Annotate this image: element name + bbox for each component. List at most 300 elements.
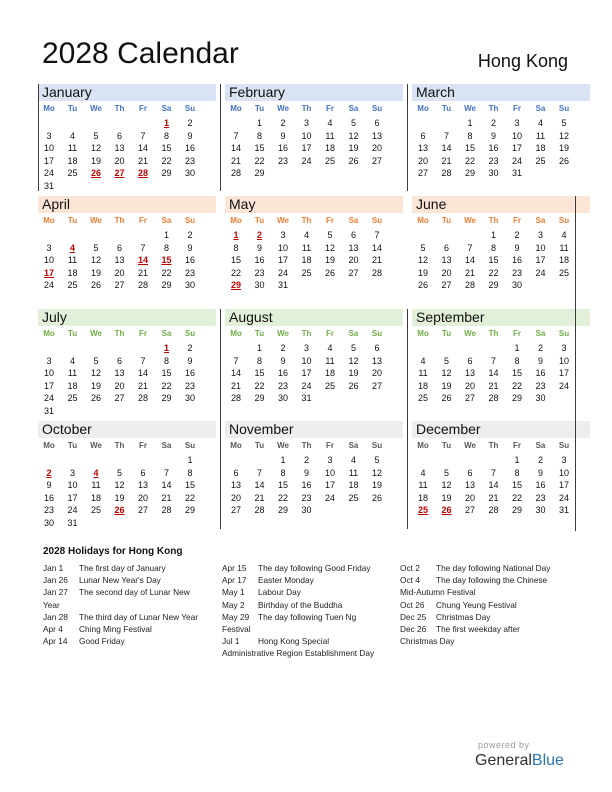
day-cell: 30 bbox=[511, 280, 522, 291]
day-cell: 21 bbox=[441, 155, 452, 166]
holiday-name: Ching Ming Festival bbox=[79, 624, 152, 635]
day-cell: 9 bbox=[256, 242, 262, 253]
day-cell: 2 bbox=[537, 343, 543, 353]
day-cell: 9 bbox=[280, 130, 286, 141]
day-cell: 15 bbox=[161, 368, 172, 379]
day-cell: 22 bbox=[511, 380, 522, 391]
day-cell: 22 bbox=[254, 155, 265, 166]
day-cell: 20 bbox=[464, 492, 475, 503]
day-cell: 18 bbox=[417, 380, 428, 391]
holiday-date: 27 bbox=[114, 168, 125, 179]
holiday-name: The day following Tuen Ng bbox=[258, 611, 357, 622]
day-cell: 13 bbox=[371, 130, 382, 141]
day-cell: 10 bbox=[324, 467, 335, 478]
day-cell: 18 bbox=[90, 492, 101, 503]
day-cell: 18 bbox=[67, 155, 78, 166]
day-cell: 8 bbox=[490, 242, 496, 253]
weekday-header: Tu bbox=[254, 104, 265, 113]
day-cell: 21 bbox=[464, 267, 475, 278]
day-cell: 31 bbox=[43, 406, 54, 416]
day-cell: 4 bbox=[420, 467, 426, 478]
day-cell: 14 bbox=[137, 143, 148, 154]
weekday-header: We bbox=[90, 441, 102, 450]
weekday-header: Su bbox=[371, 441, 383, 450]
day-cell: 5 bbox=[93, 130, 99, 141]
holiday-name: The day following Good Friday bbox=[258, 563, 371, 573]
day-cell: 7 bbox=[374, 230, 380, 240]
weekday-header: Mo bbox=[230, 216, 242, 225]
day-cell: 10 bbox=[43, 143, 54, 154]
day-cell: 18 bbox=[417, 492, 428, 503]
month-december bbox=[412, 421, 590, 533]
day-cell: 12 bbox=[90, 368, 101, 379]
day-cell: 23 bbox=[511, 267, 522, 278]
weekday-header: Sa bbox=[348, 329, 359, 338]
holiday-name: Hong Kong Special bbox=[258, 636, 330, 647]
day-cell: 7 bbox=[490, 467, 496, 478]
day-cell: 16 bbox=[301, 480, 312, 491]
day-cell: 11 bbox=[559, 242, 569, 253]
day-cell: 25 bbox=[417, 393, 428, 404]
weekday-header: We bbox=[464, 441, 476, 450]
day-cell: 12 bbox=[348, 355, 359, 366]
day-cell: 13 bbox=[464, 368, 475, 379]
day-cell: 21 bbox=[137, 267, 148, 278]
day-cell: 18 bbox=[348, 480, 359, 491]
day-cell: 14 bbox=[137, 368, 148, 379]
day-cell: 5 bbox=[350, 343, 356, 353]
day-cell: 15 bbox=[184, 480, 195, 491]
day-cell: 1 bbox=[490, 230, 496, 240]
day-cell: 20 bbox=[114, 267, 125, 278]
day-cell: 13 bbox=[114, 143, 125, 154]
grid-divider bbox=[220, 84, 221, 191]
holiday-name: Christmas Day bbox=[436, 611, 491, 622]
day-cell: 22 bbox=[161, 380, 172, 391]
holiday-name: Mid-Autumn Festival bbox=[400, 587, 476, 598]
day-cell: 2 bbox=[303, 455, 309, 465]
day-cell: 16 bbox=[277, 143, 288, 154]
day-cell: 23 bbox=[488, 155, 499, 166]
holiday-date: 29 bbox=[230, 280, 241, 291]
weekday-header: Mo bbox=[43, 104, 55, 113]
holiday-name: The day following the Chinese bbox=[436, 575, 548, 586]
day-cell: 24 bbox=[67, 505, 78, 516]
day-cell: 12 bbox=[441, 480, 452, 491]
holiday-column-3 bbox=[400, 562, 576, 647]
holiday-date: 1 bbox=[233, 230, 239, 240]
day-cell: 19 bbox=[558, 143, 569, 154]
holiday-name: Lunar New Year's Day bbox=[79, 575, 161, 586]
holiday-item bbox=[43, 586, 219, 598]
day-cell: 9 bbox=[537, 467, 543, 478]
holiday-item bbox=[222, 611, 398, 623]
day-cell: 29 bbox=[254, 168, 265, 179]
day-cell: 19 bbox=[348, 368, 359, 379]
holiday-date-label: Oct 4 bbox=[400, 575, 420, 586]
holiday-item bbox=[222, 562, 398, 574]
day-cell: 2 bbox=[187, 118, 193, 128]
day-cell: 14 bbox=[488, 480, 499, 491]
day-cell: 19 bbox=[371, 480, 382, 491]
day-cell: 24 bbox=[324, 492, 335, 503]
day-cell: 18 bbox=[301, 255, 312, 266]
day-cell: 27 bbox=[230, 505, 241, 516]
day-cell: 15 bbox=[254, 368, 265, 379]
weekday-header: Th bbox=[114, 441, 125, 450]
day-cell: 23 bbox=[535, 492, 546, 503]
day-cell: 8 bbox=[256, 355, 262, 366]
weekday-header: Su bbox=[558, 329, 570, 338]
holiday-date-label: May 1 bbox=[222, 587, 245, 598]
day-cell: 22 bbox=[277, 492, 288, 503]
day-cell: 27 bbox=[114, 280, 125, 291]
day-cell: 9 bbox=[514, 242, 520, 253]
day-cell: 25 bbox=[324, 380, 335, 391]
country-label: Hong Kong bbox=[477, 51, 568, 71]
day-cell: 26 bbox=[90, 280, 101, 291]
day-cell: 13 bbox=[348, 242, 359, 253]
day-cell: 14 bbox=[230, 368, 241, 379]
holiday-date: 25 bbox=[417, 505, 428, 516]
day-cell: 7 bbox=[443, 130, 449, 141]
day-cell: 21 bbox=[488, 492, 499, 503]
weekday-header: Th bbox=[301, 216, 312, 225]
day-cell: 21 bbox=[137, 155, 148, 166]
powered-by-label: powered by bbox=[478, 740, 530, 750]
day-cell: 27 bbox=[464, 505, 475, 516]
holiday-date: 2 bbox=[256, 230, 262, 240]
day-cell: 30 bbox=[254, 280, 265, 291]
day-cell: 11 bbox=[325, 130, 335, 141]
day-cell: 17 bbox=[301, 368, 312, 379]
day-cell: 11 bbox=[91, 480, 101, 491]
holiday-item bbox=[43, 611, 219, 623]
weekday-header: Tu bbox=[67, 216, 78, 225]
day-cell: 4 bbox=[561, 230, 567, 240]
day-cell: 23 bbox=[184, 267, 195, 278]
holiday-date: 2 bbox=[46, 467, 52, 478]
day-cell: 9 bbox=[187, 242, 193, 253]
day-cell: 1 bbox=[514, 343, 520, 353]
day-cell: 19 bbox=[90, 155, 101, 166]
month-january bbox=[38, 84, 216, 196]
day-cell: 24 bbox=[301, 380, 312, 391]
day-cell: 3 bbox=[327, 455, 333, 465]
month-november bbox=[225, 421, 403, 533]
day-cell: 17 bbox=[43, 380, 54, 391]
day-cell: 17 bbox=[535, 255, 546, 266]
weekday-header: Th bbox=[114, 216, 125, 225]
day-cell: 15 bbox=[277, 480, 288, 491]
weekday-header: Tu bbox=[67, 441, 78, 450]
day-cell: 30 bbox=[535, 393, 546, 404]
holiday-column-2 bbox=[222, 562, 398, 660]
day-cell: 11 bbox=[348, 467, 359, 478]
month-name: August bbox=[225, 309, 403, 326]
day-cell: 6 bbox=[233, 467, 239, 478]
month-august bbox=[225, 309, 403, 421]
day-cell: 21 bbox=[371, 255, 382, 266]
day-cell: 29 bbox=[511, 505, 522, 516]
weekday-header: We bbox=[464, 104, 476, 113]
day-cell: 1 bbox=[256, 343, 262, 353]
day-cell: 26 bbox=[348, 155, 359, 166]
weekday-header: Th bbox=[488, 104, 499, 113]
day-cell: 28 bbox=[488, 393, 499, 404]
holiday-date-label: Jan 27 bbox=[43, 587, 68, 598]
day-cell: 13 bbox=[371, 355, 382, 366]
day-cell: 25 bbox=[67, 393, 78, 404]
day-cell: 16 bbox=[184, 143, 195, 154]
month-name: December bbox=[412, 421, 590, 438]
weekday-header: Fr bbox=[513, 104, 521, 113]
month-name: July bbox=[38, 309, 216, 326]
day-cell: 11 bbox=[67, 255, 78, 266]
day-cell: 9 bbox=[280, 355, 286, 366]
day-cell: 26 bbox=[371, 492, 382, 503]
day-cell: 10 bbox=[43, 368, 54, 379]
day-cell: 16 bbox=[535, 368, 546, 379]
grid-divider bbox=[407, 309, 408, 529]
holiday-date: 28 bbox=[137, 168, 148, 179]
day-cell: 3 bbox=[514, 118, 520, 128]
holiday-date-label: Apr 4 bbox=[43, 624, 63, 635]
day-cell: 8 bbox=[163, 242, 169, 253]
day-cell: 6 bbox=[467, 355, 473, 366]
day-cell: 1 bbox=[163, 230, 169, 240]
day-cell: 8 bbox=[163, 130, 169, 141]
day-cell: 23 bbox=[184, 155, 195, 166]
day-cell: 26 bbox=[348, 380, 359, 391]
day-cell: 12 bbox=[417, 255, 428, 266]
holiday-item bbox=[222, 586, 398, 598]
holiday-name: Good Friday bbox=[79, 636, 125, 647]
day-cell: 5 bbox=[443, 355, 449, 366]
holiday-name: Chung Yeung Festival bbox=[436, 599, 517, 610]
day-cell: 13 bbox=[114, 368, 125, 379]
day-cell: 1 bbox=[514, 455, 520, 465]
month-name: November bbox=[225, 421, 403, 438]
day-cell: 18 bbox=[535, 143, 546, 154]
holiday-date: 15 bbox=[161, 255, 172, 266]
day-cell: 14 bbox=[254, 480, 265, 491]
day-cell: 15 bbox=[254, 143, 265, 154]
day-cell: 4 bbox=[420, 355, 426, 366]
day-cell: 7 bbox=[233, 355, 239, 366]
day-cell: 27 bbox=[114, 393, 125, 404]
day-cell: 9 bbox=[187, 355, 193, 366]
weekday-header: Fr bbox=[326, 329, 334, 338]
day-cell: 25 bbox=[558, 267, 569, 278]
month-name: February bbox=[225, 84, 403, 101]
day-cell: 18 bbox=[67, 267, 78, 278]
weekday-header: Mo bbox=[417, 441, 429, 450]
day-cell: 28 bbox=[441, 168, 452, 179]
weekday-header: Mo bbox=[417, 104, 429, 113]
day-cell: 8 bbox=[280, 467, 286, 478]
weekday-header: Sa bbox=[348, 441, 359, 450]
day-cell: 8 bbox=[187, 467, 193, 478]
day-cell: 30 bbox=[277, 393, 288, 404]
month-name: April bbox=[38, 196, 216, 213]
day-cell: 24 bbox=[535, 267, 546, 278]
weekday-header: Th bbox=[301, 441, 312, 450]
day-cell: 20 bbox=[114, 380, 125, 391]
day-cell: 2 bbox=[187, 230, 193, 240]
weekday-header: We bbox=[277, 441, 289, 450]
month-name: September bbox=[412, 309, 590, 326]
day-cell: 18 bbox=[558, 255, 569, 266]
day-cell: 17 bbox=[558, 368, 569, 379]
day-cell: 17 bbox=[558, 480, 569, 491]
weekday-header: Th bbox=[301, 329, 312, 338]
day-cell: 23 bbox=[535, 380, 546, 391]
day-cell: 22 bbox=[511, 492, 522, 503]
day-cell: 4 bbox=[303, 230, 309, 240]
holiday-date: 17 bbox=[43, 267, 54, 278]
day-cell: 6 bbox=[350, 230, 356, 240]
day-cell: 20 bbox=[417, 155, 428, 166]
day-cell: 22 bbox=[161, 267, 172, 278]
holiday-date-label: Dec 26 bbox=[400, 624, 427, 635]
day-cell: 10 bbox=[535, 242, 546, 253]
grid-divider bbox=[220, 309, 221, 529]
weekday-header: Su bbox=[184, 441, 196, 450]
day-cell: 21 bbox=[488, 380, 499, 391]
weekday-header: Sa bbox=[161, 329, 172, 338]
day-cell: 5 bbox=[420, 242, 426, 253]
day-cell: 22 bbox=[254, 380, 265, 391]
holiday-item bbox=[43, 562, 219, 574]
day-cell: 25 bbox=[535, 155, 546, 166]
holiday-name: Labour Day bbox=[258, 587, 301, 598]
day-cell: 3 bbox=[46, 242, 52, 253]
day-cell: 11 bbox=[418, 480, 428, 491]
weekday-header: Tu bbox=[254, 441, 265, 450]
holiday-name: The first weekday after bbox=[436, 624, 520, 635]
day-cell: 11 bbox=[301, 242, 312, 253]
day-cell: 17 bbox=[43, 155, 54, 166]
day-cell: 1 bbox=[280, 455, 286, 465]
holiday-date: 26 bbox=[90, 168, 101, 179]
day-cell: 12 bbox=[558, 130, 569, 141]
day-cell: 11 bbox=[535, 130, 546, 141]
day-cell: 27 bbox=[348, 267, 359, 278]
day-cell: 24 bbox=[43, 280, 54, 291]
weekday-header: Tu bbox=[67, 104, 78, 113]
holiday-item bbox=[222, 599, 398, 611]
weekday-header: Tu bbox=[254, 329, 265, 338]
day-cell: 14 bbox=[464, 255, 475, 266]
day-cell: 27 bbox=[371, 380, 382, 391]
day-cell: 12 bbox=[348, 130, 359, 141]
brand-logo[interactable] bbox=[475, 752, 564, 770]
day-cell: 12 bbox=[371, 467, 382, 478]
day-cell: 10 bbox=[301, 355, 312, 366]
day-cell: 3 bbox=[280, 230, 286, 240]
day-cell: 16 bbox=[184, 368, 195, 379]
day-cell: 24 bbox=[43, 393, 54, 404]
day-cell: 23 bbox=[301, 492, 312, 503]
holiday-date: 26 bbox=[441, 505, 452, 516]
day-cell: 27 bbox=[417, 168, 428, 179]
holiday-name: The day following National Day bbox=[436, 563, 551, 573]
day-cell: 10 bbox=[301, 130, 312, 141]
month-name: March bbox=[412, 84, 590, 101]
holiday-name: Easter Monday bbox=[258, 575, 314, 586]
day-cell: 26 bbox=[90, 393, 101, 404]
day-cell: 29 bbox=[511, 393, 522, 404]
weekday-header: Fr bbox=[139, 329, 147, 338]
holiday-name: The first day of January bbox=[79, 563, 166, 573]
day-cell: 9 bbox=[490, 130, 496, 141]
day-cell: 7 bbox=[467, 242, 473, 253]
weekday-header: Mo bbox=[43, 329, 55, 338]
weekday-header: Sa bbox=[161, 441, 172, 450]
day-cell: 10 bbox=[511, 130, 522, 141]
weekday-header: Th bbox=[114, 104, 125, 113]
holiday-item bbox=[43, 574, 219, 586]
day-cell: 28 bbox=[161, 505, 172, 516]
day-cell: 25 bbox=[348, 492, 359, 503]
day-cell: 11 bbox=[67, 368, 78, 379]
day-cell: 20 bbox=[371, 368, 382, 379]
day-cell: 5 bbox=[327, 230, 333, 240]
weekday-header: Sa bbox=[535, 441, 546, 450]
weekday-header: Su bbox=[184, 329, 196, 338]
weekday-header: Su bbox=[184, 216, 196, 225]
holiday-date-label: Apr 17 bbox=[222, 575, 247, 586]
day-cell: 26 bbox=[324, 267, 335, 278]
day-cell: 18 bbox=[324, 368, 335, 379]
day-cell: 27 bbox=[441, 280, 452, 291]
day-cell: 4 bbox=[350, 455, 356, 465]
day-cell: 21 bbox=[161, 492, 172, 503]
weekday-header: Su bbox=[371, 216, 383, 225]
weekday-header: Mo bbox=[230, 104, 242, 113]
day-cell: 13 bbox=[230, 480, 241, 491]
day-cell: 27 bbox=[137, 505, 148, 516]
weekday-header: Sa bbox=[161, 216, 172, 225]
holiday-item bbox=[222, 574, 398, 586]
day-cell: 12 bbox=[90, 143, 101, 154]
day-cell: 3 bbox=[561, 343, 567, 353]
day-cell: 18 bbox=[67, 380, 78, 391]
holiday-item bbox=[43, 623, 219, 635]
weekday-header: Mo bbox=[230, 329, 242, 338]
holiday-item bbox=[400, 599, 576, 611]
weekday-header: Sa bbox=[161, 104, 172, 113]
day-cell: 15 bbox=[161, 143, 172, 154]
holiday-name: Festival bbox=[222, 624, 251, 635]
weekday-header: Th bbox=[301, 104, 312, 113]
day-cell: 31 bbox=[301, 393, 312, 404]
day-cell: 7 bbox=[233, 130, 239, 141]
day-cell: 19 bbox=[114, 492, 125, 503]
weekday-header: Mo bbox=[43, 216, 55, 225]
day-cell: 18 bbox=[324, 143, 335, 154]
day-cell: 29 bbox=[161, 280, 172, 291]
day-cell: 20 bbox=[464, 380, 475, 391]
day-cell: 3 bbox=[46, 355, 52, 366]
day-cell: 28 bbox=[230, 168, 241, 179]
day-cell: 7 bbox=[163, 467, 169, 478]
holiday-date-label: May 2 bbox=[222, 599, 245, 610]
day-cell: 10 bbox=[558, 355, 569, 366]
weekday-header: Fr bbox=[513, 216, 521, 225]
holiday-date-label: Jan 28 bbox=[43, 611, 68, 622]
